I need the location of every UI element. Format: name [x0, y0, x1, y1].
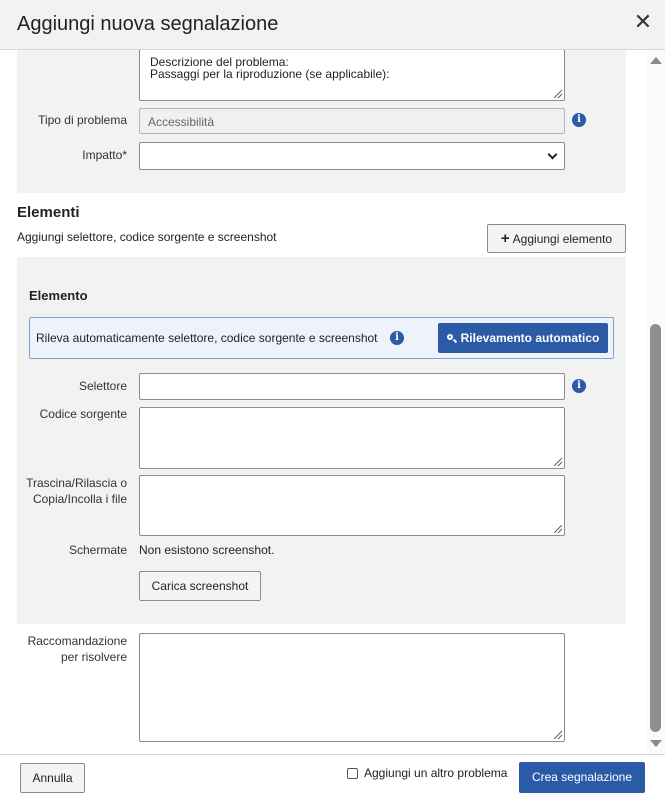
- resize-handle-icon[interactable]: [554, 525, 562, 533]
- auto-detect-banner: [29, 317, 614, 359]
- scroll-down-arrow-icon[interactable]: [650, 740, 662, 747]
- recommendation-label-line-2: per risolvere: [60, 650, 127, 664]
- add-element-button-label: Aggiungi elemento: [512, 232, 613, 246]
- description-textarea[interactable]: [139, 50, 565, 101]
- auto-detect-info-icon[interactable]: i: [390, 331, 404, 345]
- issue-type-label: Tipo di problema: [38, 113, 127, 127]
- cancel-button[interactable]: Annulla: [20, 763, 85, 793]
- add-element-button[interactable]: [487, 224, 626, 253]
- scrollbar[interactable]: [647, 50, 665, 754]
- dialog-body[interactable]: [0, 50, 647, 754]
- dialog-header: [0, 0, 665, 50]
- recommendation-textarea[interactable]: [139, 633, 565, 742]
- drag-drop-label: [20, 475, 127, 507]
- issue-type-field: Accessibilità: [139, 108, 565, 134]
- drag-drop-area[interactable]: [139, 475, 565, 536]
- plus-icon: +: [500, 230, 510, 247]
- recommendation-label: [20, 633, 127, 665]
- auto-detect-button[interactable]: [438, 323, 608, 353]
- add-another-label[interactable]: Aggiungi un altro problema: [364, 766, 508, 780]
- auto-detect-text: Rileva automaticamente selettore, codice sorgente e screenshot: [36, 331, 378, 345]
- resize-handle-icon[interactable]: [554, 731, 562, 739]
- selector-label: Selettore: [78, 379, 127, 393]
- element-title: Elemento: [29, 288, 88, 303]
- resize-handle-icon[interactable]: [554, 458, 562, 466]
- close-icon[interactable]: ✕: [633, 9, 653, 34]
- scroll-up-arrow-icon[interactable]: [650, 57, 662, 64]
- auto-detect-button-label: Rilevamento automatico: [460, 331, 600, 345]
- elements-section-subtitle: Aggiungi selettore, codice sorgente e screenshot: [17, 230, 277, 244]
- issue-type-info-icon[interactable]: i: [572, 113, 586, 127]
- create-issue-button[interactable]: Crea segnalazione: [519, 762, 645, 793]
- scrollbar-thumb[interactable]: [650, 324, 661, 732]
- dialog-footer: [0, 754, 665, 797]
- source-code-textarea[interactable]: [139, 407, 565, 469]
- chevron-down-icon: [548, 150, 558, 160]
- screenshots-label: Schermate: [68, 543, 127, 557]
- selector-info-icon[interactable]: i: [572, 379, 586, 393]
- selector-input[interactable]: [139, 373, 565, 400]
- upload-screenshot-button[interactable]: Carica screenshot: [139, 571, 261, 601]
- drag-drop-label-line-1: Trascina/Rilascia o: [26, 476, 127, 490]
- source-code-label: Codice sorgente: [39, 407, 127, 421]
- resize-handle-icon[interactable]: [554, 90, 562, 98]
- recommendation-label-line-1: Raccomandazione: [27, 634, 127, 648]
- dialog-title: Aggiungi nuova segnalazione: [17, 13, 279, 35]
- search-icon: [447, 334, 456, 343]
- description-line-2: Passaggi per la riproduzione (se applicabile):: [150, 67, 390, 81]
- impact-select[interactable]: [139, 142, 565, 170]
- add-another-checkbox[interactable]: [347, 768, 358, 779]
- screenshots-empty-text: Non esistono screenshot.: [139, 543, 275, 557]
- elements-section-title: Elementi: [17, 204, 80, 221]
- impact-label: Impatto*: [82, 148, 127, 162]
- description-line-1: Descrizione del problema:: [150, 55, 289, 69]
- drag-drop-label-line-2: Copia/Incolla i file: [32, 492, 127, 506]
